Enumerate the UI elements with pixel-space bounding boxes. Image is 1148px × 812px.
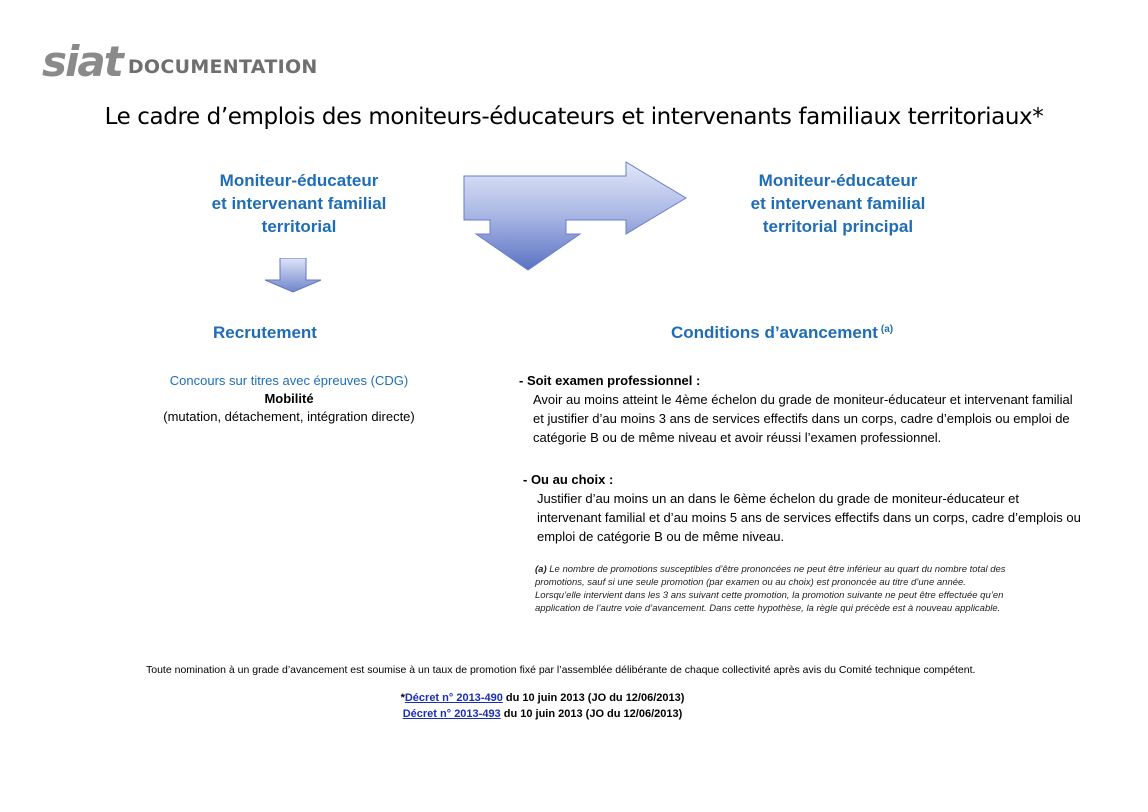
condition-choix-title: - Ou au choix : — [523, 472, 614, 487]
mobilite-detail: (mutation, détachement, intégration directe) — [163, 409, 415, 424]
logo-mark: siat — [42, 37, 122, 86]
grade-base-line: et intervenant familial — [211, 194, 387, 213]
footnote-marker: (a) — [535, 564, 547, 575]
decret-suffix: du 10 juin 2013 (JO du 12/06/2013) — [502, 692, 685, 704]
grade-base-line: territorial — [261, 217, 337, 236]
decret-line-1 — [0, 690, 1085, 706]
grade-principal — [727, 169, 949, 238]
footnote-a — [535, 563, 1045, 615]
decret-suffix: du 10 juin 2013 (JO du 12/06/2013) — [500, 708, 683, 720]
conditions-heading — [671, 323, 893, 343]
grade-base — [189, 169, 409, 238]
down-arrow-icon — [263, 258, 323, 294]
logo-text: DOCUMENTATION — [127, 56, 318, 78]
recrutement-heading: Recrutement — [213, 323, 317, 342]
mobilite-text: Mobilité — [264, 391, 314, 406]
footnote-text-1: Le nombre de promotions susceptibles d’être prononcées ne peut être inférieur au quart du nombre total des promotions, sauf si une seule promotion (par examen ou au choix) est prononcée au titre d’une année. — [535, 564, 1006, 588]
decret-line-2 — [0, 706, 1085, 722]
recrutement-block — [130, 372, 448, 426]
condition-choix — [523, 470, 1083, 546]
condition-exam-title: - Soit examen professionnel : — [519, 373, 701, 388]
page-title: Le cadre d’emplois des moniteurs-éducateurs et intervenants familiaux territoriaux* — [104, 104, 1044, 130]
conditions-heading-text: Conditions d’avancement — [671, 323, 878, 342]
grade-base-line: Moniteur-éducateur — [219, 171, 379, 190]
footer-note: Toute nomination à un grade d’avancement est soumise à un taux de promotion fixé par l’assemblée délibérante de chaque collectivité après avis du Comité technique compétent. — [146, 664, 976, 676]
decret-2013-490-link[interactable]: Décret n° 2013-490 — [404, 692, 503, 704]
t-arrow-icon — [458, 160, 690, 274]
grade-principal-line: territorial principal — [762, 217, 914, 236]
siat-logo — [42, 38, 318, 86]
grade-principal-line: Moniteur-éducateur — [758, 171, 918, 190]
condition-exam — [519, 371, 1079, 447]
condition-choix-text: Justifier d’au moins un an dans le 6ème échelon du grade de moniteur-éducateur et intervenant familial et d’au moins 5 ans de services effectifs dans un corps, cadre d’emplois ou emploi de catégorie B ou de même niveau. — [537, 491, 1081, 544]
concours-text: Concours sur titres avec épreuves (CDG) — [169, 373, 409, 388]
footnote-text-2: Lorsqu’elle intervient dans les 3 ans suivant cette promotion, la promotion suivante ne peut être effectuée qu’en application de l’autre voie d’avancement. Dans cette hypothèse, la règle qui précède est à nouveau applicable. — [535, 590, 1004, 614]
condition-exam-text: Avoir au moins atteint le 4ème échelon du grade de moniteur-éducateur et intervenant familial et justifier d’au moins 3 ans de services effectifs dans un corps, cadre d’emplois ou emploi de catégorie B ou de même niveau et avoir réussi l’examen professionnel. — [533, 392, 1073, 445]
decret-prefix: * — [400, 692, 405, 704]
grade-principal-line: et intervenant familial — [750, 194, 926, 213]
decrets-references — [0, 690, 1085, 722]
decret-2013-493-link[interactable]: Décret n° 2013-493 — [402, 708, 501, 720]
conditions-note-ref: (a) — [880, 324, 894, 335]
